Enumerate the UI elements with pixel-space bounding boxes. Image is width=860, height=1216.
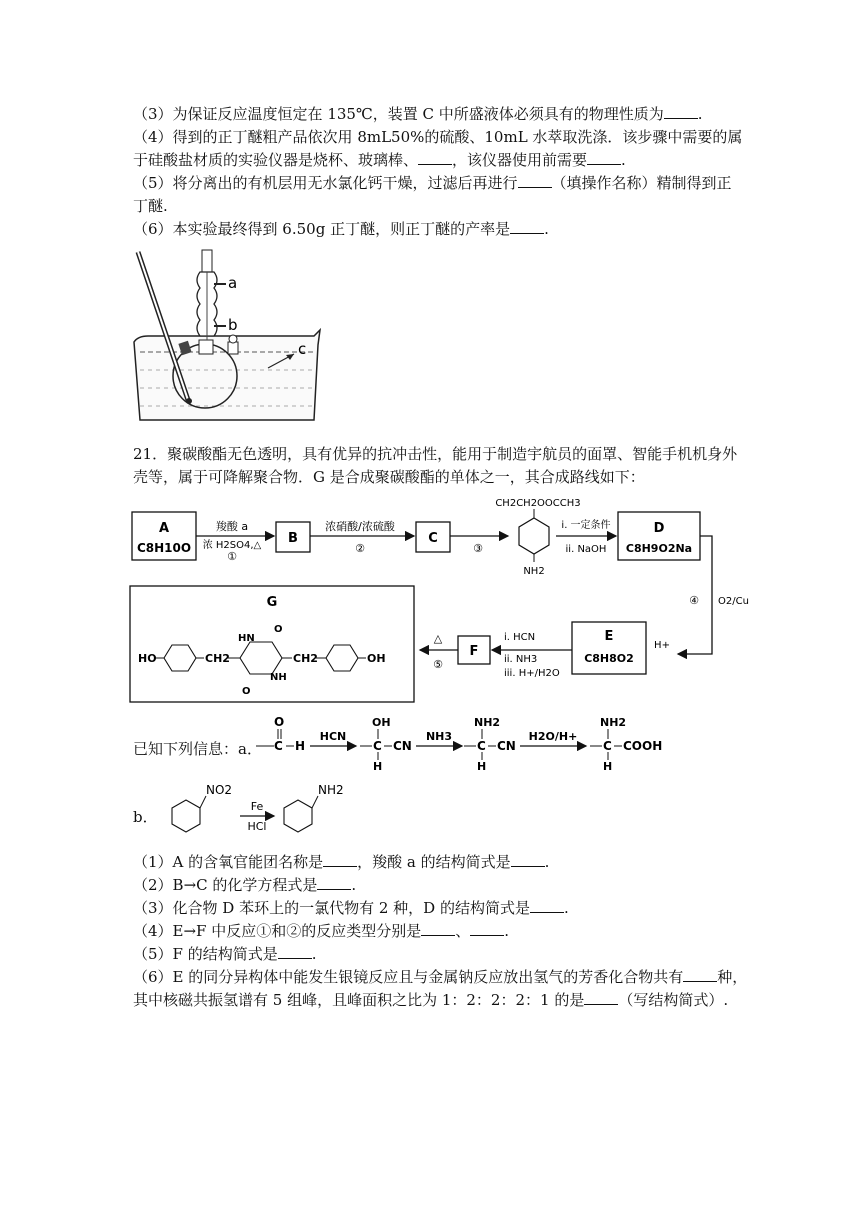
svg-text:B: B [288,531,298,546]
svg-text:i. HCN: i. HCN [504,632,536,643]
svg-text:NH2: NH2 [318,783,344,797]
svg-text:C8H9O2Na: C8H9O2Na [625,542,693,555]
svg-text:浓硝酸/浓硫酸: 浓硝酸/浓硫酸 [325,520,395,533]
svg-text:i. 一定条件: i. 一定条件 [561,520,611,531]
svg-text:F: F [469,644,479,659]
svg-text:C8H10O: C8H10O [136,541,192,555]
svg-text:O2/Cu: O2/Cu [718,596,749,607]
svg-text:ii. NH3: ii. NH3 [504,654,538,665]
q20-part6: （6）本实验最终得到 6.50g 正丁醚，则正丁醚的产率是 . [133,220,549,238]
q20-part4-line1: （4）得到的正丁醚粗产品依次用 8mL50%的硫酸、10mL 水萃取洗涤．该步骤中需要的属 [133,128,743,146]
answer-blank[interactable] [278,945,312,959]
svg-text:Fe: Fe [250,800,264,813]
svg-text:C: C [373,739,382,753]
answer-blank[interactable] [323,853,357,867]
svg-text:C: C [603,739,612,753]
q20-part4-line2: 于硅酸盐材质的实验仪器是烧杯、玻璃棒、 ，该仪器使用前需要 . [133,151,626,169]
answer-blank[interactable] [587,151,621,165]
svg-text:HO: HO [138,652,157,665]
svg-text:CN: CN [497,739,516,753]
svg-text:O: O [274,715,285,729]
q21-intro-line1: 21．聚碳酸酯无色透明，具有优异的抗冲击性，能用于制造宇航员的面罩、智能手机机身外 [133,445,738,463]
q20-part5-line1: （5）将分离出的有机层用无水氯化钙干燥，过滤后再进行 （填操作名称）精制得到正 [133,174,732,192]
q21-sub4: （4）E→F 中反应①和②的反应类型分别是 、 . [133,922,510,940]
svg-text:①: ① [227,550,237,563]
answer-blank[interactable] [584,991,618,1005]
svg-text:O: O [242,686,251,697]
known-a-prefix: 已知下列信息：a． [133,740,262,758]
q20-part5-line2: 丁醚. [133,197,168,215]
svg-text:△: △ [433,632,443,645]
answer-blank[interactable] [510,220,544,234]
answer-blank[interactable] [421,922,455,936]
svg-text:NH2: NH2 [474,716,501,729]
answer-blank[interactable] [530,899,564,913]
svg-text:CH2: CH2 [205,652,230,665]
synthesis-route [128,494,749,710]
q20-part3: （3）为保证反应温度恒定在 135℃，装置 C 中所盛液体必须具有的物理性质为 . [133,105,703,123]
svg-text:⑤: ⑤ [433,658,443,671]
svg-text:A: A [158,521,170,536]
answer-blank[interactable] [664,105,698,119]
svg-text:羧酸 a: 羧酸 a [215,520,249,533]
svg-text:CH2CH2OOCCH3: CH2CH2OOCCH3 [495,498,581,509]
q21-intro-line2: 壳等，属于可降解聚合物．G 是合成聚碳酸酯的单体之一，其合成路线如下： [133,468,645,486]
svg-text:C8H8O2: C8H8O2 [584,652,634,665]
svg-text:O: O [274,624,283,635]
svg-text:H: H [373,760,383,773]
svg-text:H: H [477,760,487,773]
answer-blank[interactable] [418,151,452,165]
svg-text:H: H [603,760,613,773]
svg-text:H2O/H+: H2O/H+ [528,730,578,743]
svg-text:NH3: NH3 [425,730,453,743]
answer-blank[interactable] [470,922,504,936]
svg-text:ii. NaOH: ii. NaOH [565,544,607,555]
answer-blank[interactable] [683,968,717,982]
label-b: b [228,316,238,334]
q21-sub3: （3）化合物 D 苯环上的一氯代物有 2 种，D 的结构简式是 . [133,899,569,917]
known-reaction-a [256,712,726,772]
svg-text:NH2: NH2 [523,566,545,577]
q21-sub5: （5）F 的结构简式是 . [133,945,317,963]
label-a: a [228,274,238,292]
svg-text:CH2: CH2 [293,652,318,665]
svg-text:HCN: HCN [319,730,347,743]
svg-text:NH2: NH2 [600,716,627,729]
q21-sub6-line2: 其中核磁共振氢谱有 5 组峰，且峰面积之比为 1：2：2：2：1 的是 （写结构简式）. [133,991,729,1009]
q21-sub2: （2）B→C 的化学方程式是 . [133,876,357,894]
svg-text:H: H [295,739,306,753]
apparatus-figure [128,250,328,422]
svg-text:COOH: COOH [623,739,663,753]
svg-text:D: D [653,521,665,536]
svg-text:C: C [274,739,283,753]
svg-text:C: C [477,739,486,753]
answer-blank[interactable] [518,174,552,188]
answer-blank[interactable] [511,853,545,867]
svg-text:HCl: HCl [247,820,267,833]
known-b-prefix: b． [133,808,158,826]
svg-text:HN: HN [238,633,255,644]
label-c: c [298,340,307,358]
q21-sub6-line1: （6）E 的同分异构体中能发生银镜反应且与金属钠反应放出氢气的芳香化合物共有 种， [133,968,748,986]
svg-text:④: ④ [689,594,699,607]
svg-text:OH: OH [372,716,391,729]
svg-text:②: ② [355,542,365,555]
svg-text:C: C [428,531,438,546]
answer-blank[interactable] [317,876,351,890]
q21-sub1: （1）A 的含氧官能团名称是 ，羧酸 a 的结构简式是 . [133,853,550,871]
svg-text:NH: NH [270,672,287,683]
svg-text:OH: OH [367,652,386,665]
svg-text:iii. H+/H2O: iii. H+/H2O [504,668,560,679]
svg-text:③: ③ [473,542,483,555]
known-reaction-b [150,780,370,840]
svg-text:G: G [266,595,278,610]
svg-text:NO2: NO2 [206,783,233,797]
svg-text:CN: CN [393,739,412,753]
svg-text:H+: H+ [654,640,670,651]
svg-text:浓 H2SO4,△: 浓 H2SO4,△ [202,540,262,551]
svg-text:E: E [604,629,614,644]
